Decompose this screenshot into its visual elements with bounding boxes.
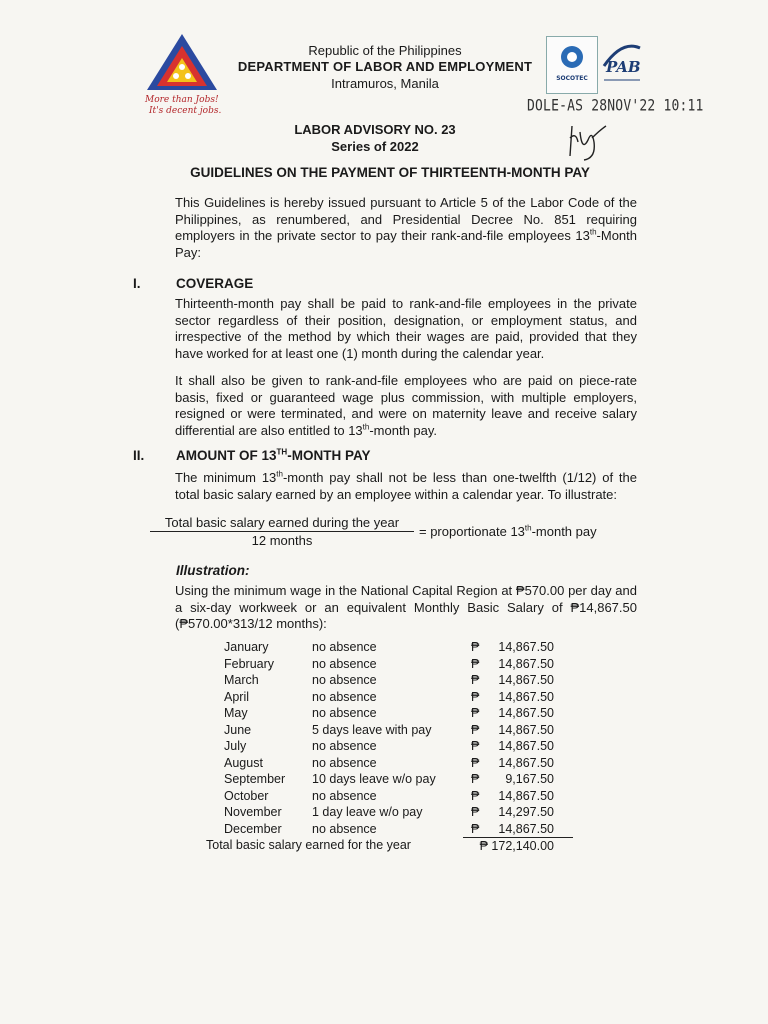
- table-month: May: [224, 706, 248, 720]
- total-label: Total basic salary earned for the year: [206, 838, 411, 852]
- illustration-text: Using the minimum wage in the National Capital Region at ₱570.00 per day and a six-day workweek or an equivalent Monthly Basic Salary of ₱14,867.50 (₱570.00*313/12 months):: [175, 583, 637, 631]
- total-amount: ₱ 172,140.00: [479, 839, 554, 853]
- section-2-heading: AMOUNT OF 13TH-MONTH PAY: [176, 447, 371, 463]
- svg-text:SOCOTEC: SOCOTEC: [556, 75, 588, 82]
- peso-sign: ₱: [471, 689, 480, 704]
- table-amount: 14,297.50: [498, 805, 554, 819]
- peso-sign: ₱: [471, 788, 480, 803]
- section-1-number: I.: [133, 276, 141, 291]
- table-month: September: [224, 772, 286, 786]
- received-stamp: DOLE-AS 28NOV'22 10:11: [527, 97, 704, 116]
- table-month: July: [224, 739, 247, 753]
- peso-sign: ₱: [471, 722, 480, 737]
- sum-divider: [463, 837, 573, 838]
- peso-sign: ₱: [471, 772, 480, 786]
- table-note: no absence: [312, 673, 377, 687]
- table-month: November: [224, 805, 282, 819]
- table-note: no absence: [312, 821, 377, 836]
- formula-denominator: 12 months: [251, 533, 313, 548]
- table-note: 1 day leave w/o pay: [312, 805, 423, 819]
- table-note: no absence: [312, 755, 377, 770]
- illustration-heading: Illustration:: [176, 563, 250, 578]
- peso-sign: ₱: [471, 805, 480, 819]
- advisory-number: LABOR ADVISORY NO. 23: [294, 122, 456, 137]
- table-amount: 14,867.50: [498, 722, 554, 737]
- table-amount: 14,867.50: [498, 640, 554, 654]
- table-note: 10 days leave w/o pay: [312, 772, 436, 786]
- amount-paragraph: [133, 470, 637, 503]
- peso-sign: ₱: [471, 673, 480, 687]
- table-note: no absence: [312, 739, 377, 753]
- socotec-certification-badge: [546, 36, 598, 94]
- department-location: Intramuros, Manila: [331, 76, 439, 91]
- formula-fraction: [150, 515, 414, 548]
- table-note: no absence: [312, 788, 377, 803]
- table-month: October: [224, 788, 269, 803]
- peso-sign: ₱: [471, 656, 480, 671]
- table-month: June: [224, 722, 252, 737]
- intro-paragraph: [133, 195, 637, 261]
- table-amount: 14,867.50: [498, 821, 554, 836]
- table-amount: 14,867.50: [498, 755, 554, 770]
- table-amount: 14,867.50: [498, 739, 554, 753]
- advisory-series: Series of 2022: [331, 139, 419, 154]
- table-month: March: [224, 673, 259, 687]
- table-note: no absence: [312, 640, 377, 654]
- peso-sign: ₱: [471, 640, 480, 654]
- document-title: GUIDELINES ON THE PAYMENT OF THIRTEENTH-MONTH PAY: [190, 165, 590, 180]
- table-amount: 14,867.50: [498, 706, 554, 720]
- svg-text:More than Jobs!: More than Jobs!: [145, 95, 219, 105]
- table-amount: 9,167.50: [505, 772, 554, 786]
- table-amount: 14,867.50: [498, 689, 554, 704]
- svg-text:PAB: PAB: [606, 58, 641, 76]
- handwritten-initials: [566, 118, 608, 162]
- table-month: August: [224, 755, 263, 770]
- dole-logo: [143, 32, 221, 118]
- coverage-text-1: Thirteenth-month pay shall be paid to rank-and-file employees in the private sector regardless of their position, designation, or employment status, and irrespective of the method by which their wages are paid, provided that they have worked for at least one (1) month during the calendar year.: [175, 296, 637, 361]
- table-note: no absence: [312, 656, 377, 671]
- table-month: December: [224, 821, 282, 836]
- coverage-paragraph-2: [133, 373, 637, 439]
- intro-text: This Guidelines is hereby issued pursuant to Article 5 of the Labor Code of the Philippines, as renumbered, and Presidential Decree No. 851 requiring employers in the private sector to pay their rank-and-file employees 13th-Month Pay:: [175, 195, 637, 260]
- amount-text: The minimum 13th-month pay shall not be less than one-twelfth (1/12) of the total basic salary earned by an employee within a calendar year. To illustrate:: [175, 469, 637, 502]
- table-month: February: [224, 656, 275, 671]
- republic-label: Republic of the Philippines: [308, 43, 462, 58]
- coverage-text-2: It shall also be given to rank-and-file employees who are paid on piece-rate basis, fixed or guaranteed wage plus commission, with multiple employers, resigned or were terminated, and were on maternity leave and receive salary differential are also entitled to 13th-month pay.: [175, 373, 637, 438]
- department-name: DEPARTMENT OF LABOR AND EMPLOYMENT: [237, 59, 533, 74]
- peso-sign: ₱: [471, 821, 480, 836]
- table-month: January: [224, 640, 269, 654]
- table-month: April: [224, 689, 250, 704]
- table-amount: 14,867.50: [498, 673, 554, 687]
- illustration-paragraph: [133, 583, 637, 633]
- formula-numerator: Total basic salary earned during the year: [150, 515, 414, 532]
- peso-sign: ₱: [471, 739, 480, 753]
- peso-sign: ₱: [471, 706, 480, 720]
- pab-accreditation-logo: [600, 38, 644, 94]
- table-amount: 14,867.50: [498, 788, 554, 803]
- coverage-paragraph-1: [133, 296, 637, 362]
- section-1-heading: COVERAGE: [176, 276, 254, 291]
- section-2-number: II.: [133, 448, 145, 463]
- table-note: 5 days leave with pay: [312, 722, 432, 737]
- formula-result: = proportionate 13th-month pay: [419, 523, 597, 539]
- svg-text:It's decent jobs.: It's decent jobs.: [149, 106, 221, 116]
- table-note: no absence: [312, 689, 377, 704]
- table-note: no absence: [312, 706, 377, 720]
- peso-sign: ₱: [471, 755, 480, 770]
- table-amount: 14,867.50: [498, 656, 554, 671]
